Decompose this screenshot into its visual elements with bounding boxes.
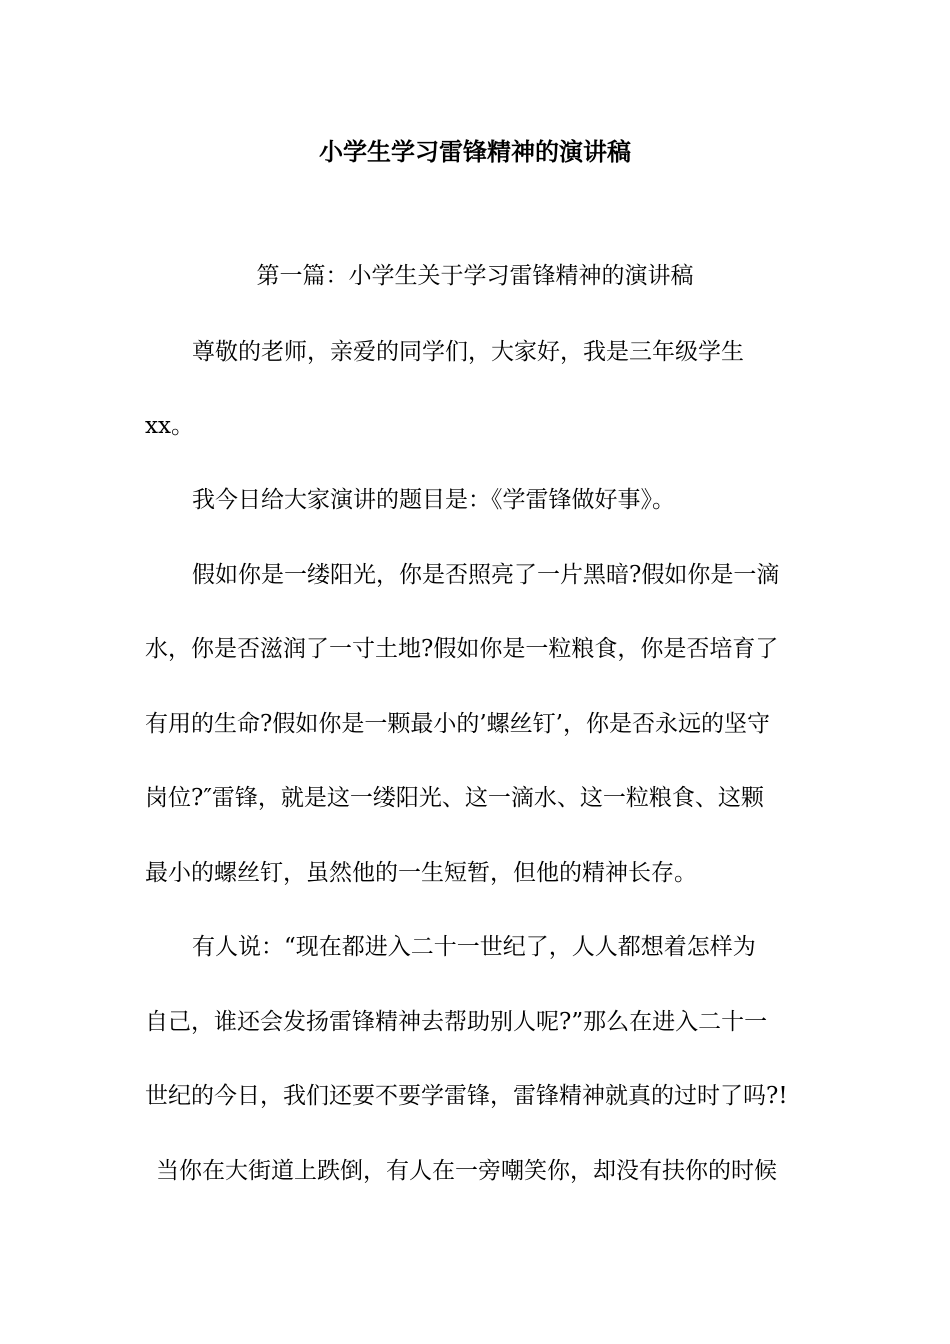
paragraph-line: xx。 — [145, 413, 194, 439]
paragraph-line: 尊敬的老师，亲爱的同学们，大家好，我是三年级学生 — [192, 339, 744, 365]
paragraph-line: 当你在大街道上跌倒，有人在一旁嘲笑你，却没有扶你的时候 — [156, 1158, 777, 1184]
paragraph-line: 岗位?″雷锋，就是这一缕阳光、这一滴水、这一粒粮食、这颗 — [145, 785, 764, 811]
paragraph-line: 假如你是一缕阳光，你是否照亮了一片黑暗?假如你是一滴 — [192, 562, 780, 588]
paragraph-line: 最小的螺丝钉，虽然他的一生短暂，但他的精神长存。 — [145, 860, 697, 886]
document-title: 小学生学习雷锋精神的演讲稿 — [319, 138, 631, 166]
paragraph-line: 世纪的今日，我们还要不要学雷锋，雷锋精神就真的过时了吗?! — [145, 1083, 788, 1109]
paragraph-line: 有人说：“现在都进入二十一世纪了，人人都想着怎样为 — [192, 934, 756, 960]
paragraph-line: 自己，谁还会发扬雷锋精神去帮助别人呢?”那么在进入二十一 — [145, 1009, 768, 1035]
paragraph-line: 有用的生命?假如你是一颗最小的’螺丝钉’，你是否永远的坚守 — [145, 711, 770, 737]
section-heading: 第一篇：小学生关于学习雷锋精神的演讲稿 — [256, 263, 694, 289]
paragraph-line: 我今日给大家演讲的题目是：《学雷锋做好事》。 — [192, 487, 675, 513]
paragraph-line: 水，你是否滋润了一寸土地?假如你是一粒粮食，你是否培育了 — [145, 636, 779, 662]
